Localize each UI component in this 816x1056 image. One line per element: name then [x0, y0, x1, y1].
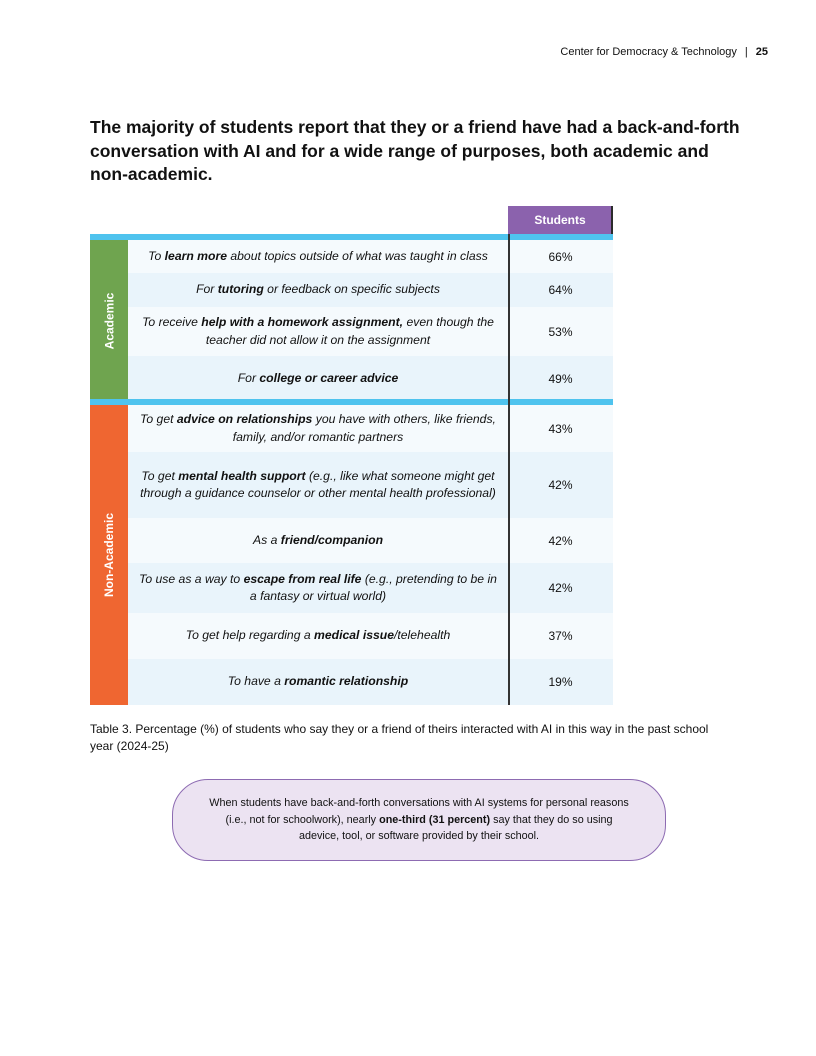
table-row	[128, 452, 613, 518]
table-row	[128, 518, 613, 563]
row-description: For tutoring or feedback on specific subjects	[196, 282, 440, 297]
row-description: For college or career advice	[237, 370, 399, 385]
column-divider	[508, 234, 510, 705]
row-description: To use as a way to escape from real life (e.g., pretending to be in a fantasy or virtual world)	[139, 571, 497, 603]
section-nonacademic	[90, 405, 613, 705]
section-academic	[90, 240, 613, 401]
row-description: To receive help with a homework assignment, even though the teacher did not allow it on the assignment	[142, 315, 494, 347]
table-row	[128, 356, 613, 401]
org-name: Center for Democracy & Technology	[560, 46, 737, 58]
row-value: 66%	[548, 249, 573, 264]
row-description: To get help regarding a medical issue/telehealth	[185, 628, 451, 643]
table-row	[128, 405, 613, 452]
row-value: 42%	[548, 533, 573, 548]
headline: The majority of students report that they or a friend have had a back-and-forth conversation with AI and for a wide range of purposes, both academic and non-academic.	[90, 117, 740, 185]
row-value: 19%	[548, 675, 573, 689]
column-header-edge	[611, 206, 613, 234]
table-row	[128, 563, 613, 613]
row-value: 42%	[548, 581, 573, 595]
row-value: 53%	[548, 324, 573, 339]
callout-text: When students have back-and-forth conversations with AI systems for personal reasons (i.e., not for schoolwork), nearly one-third (31 percent) say that they do so using adevice, tool, or software provided by their school.	[209, 796, 629, 843]
row-description: To have a romantic relationship	[227, 674, 409, 689]
callout-box	[172, 779, 666, 861]
table-row	[128, 273, 613, 307]
table-row	[128, 307, 613, 356]
page-number: 25	[755, 46, 768, 58]
row-description: To learn more about topics outside of what was taught in class	[148, 248, 488, 263]
table-caption: Table 3. Percentage (%) of students who say they or a friend of theirs interacted with AI in this way in the past school year (2024-25)	[90, 722, 709, 753]
row-value: 64%	[548, 283, 573, 297]
row-description: To get mental health support (e.g., like what someone might get through a guidance counselor or other mental health professional)	[140, 468, 496, 500]
header-separator: |	[744, 46, 748, 58]
row-description: As a friend/companion	[252, 532, 384, 547]
section-label-nonacademic: Non-Academic	[90, 405, 128, 705]
table-row	[128, 240, 613, 273]
table-row	[128, 613, 613, 659]
section-label-academic: Academic	[90, 240, 128, 401]
row-value: 43%	[548, 421, 573, 436]
column-header: Students	[508, 206, 612, 234]
table-row	[128, 659, 613, 705]
row-value: 42%	[548, 478, 573, 492]
row-value: 49%	[548, 371, 573, 386]
row-description: To get advice on relationships you have with others, like friends, family, and/or romantic partners	[140, 412, 496, 444]
page-header	[560, 46, 768, 58]
row-value: 37%	[548, 629, 573, 643]
